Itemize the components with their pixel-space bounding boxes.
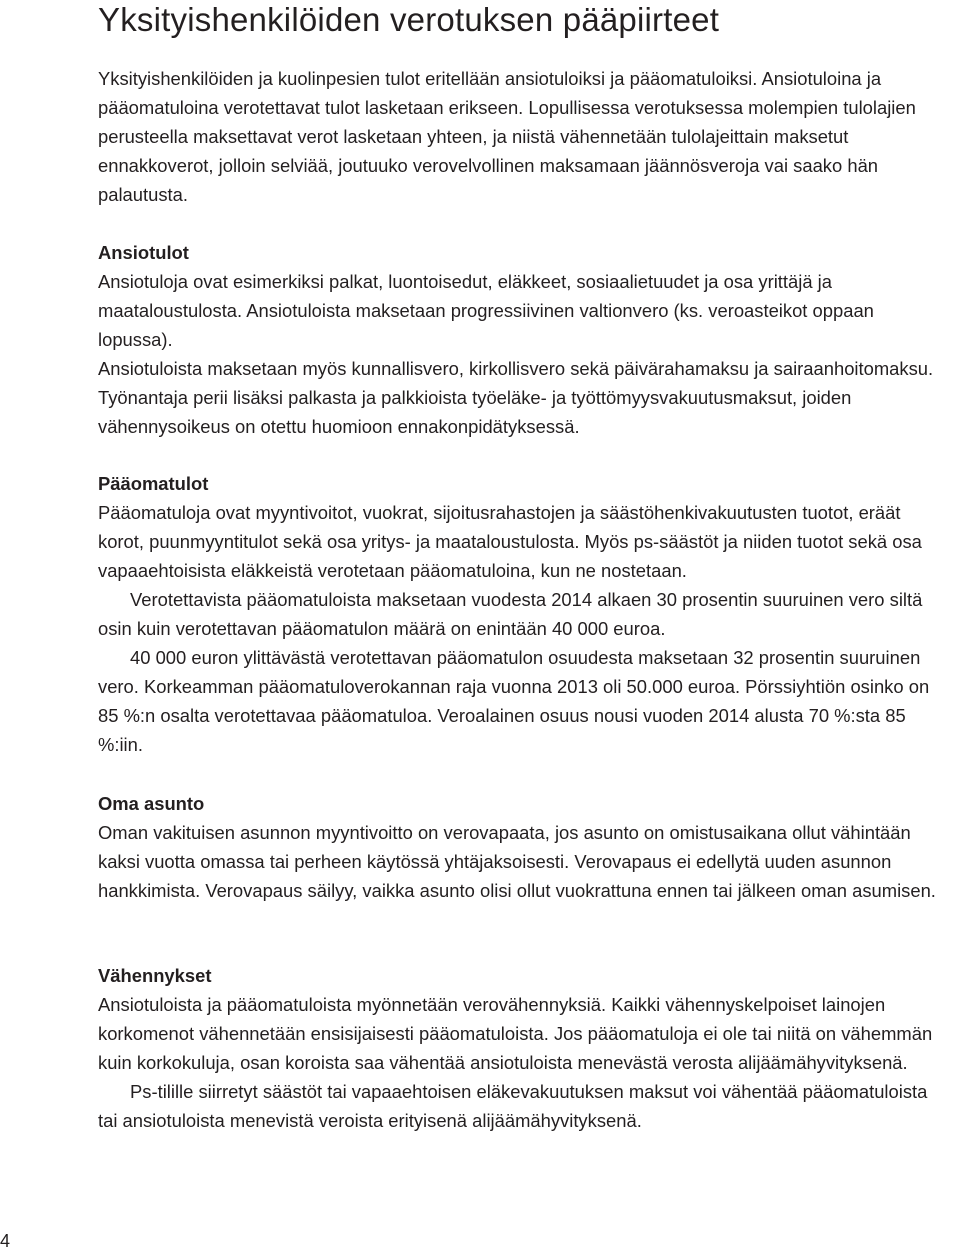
page-title: Yksityishenkilöiden verotuksen pääpiirteet	[98, 1, 720, 38]
paaomatulot-paragraph-3: 40 000 euron ylittävästä verotettavan pääomatulon osuudesta maksetaan 32 prosentin suuruinen vero. Korkeamman pääomatuloverokannan raja vuonna 2013 oli 50.000 euroa. Pörssiyhtiön osinko on 85 %:n osalta verotettavaa pääomatuloa. Veroalainen osuus nousi vuoden 2014 alusta 70 %:sta 85 %:iin.	[98, 647, 930, 755]
ansiotulot-paragraph-1: Ansiotuloja ovat esimerkiksi palkat, luontoisedut, eläkkeet, sosiaalietuudet ja osa yrittäjä ja maataloustulosta. Ansiotuloista maksetaan progressiivinen valtionvero (ks. veroasteikot oppaan lopussa).	[98, 271, 874, 350]
intro-section	[98, 64, 948, 209]
vahennykset-paragraph-2: Ps-tilille siirretyt säästöt tai vapaaehtoisen eläkevakuutuksen maksut voi vähentää pääomatuloista tai ansiotuloista menevistä veroista erityisenä alijäämähyvityksenä.	[98, 1081, 928, 1131]
paaomatulot-paragraph-2: Verotettavista pääomatuloista maksetaan vuodesta 2014 alkaen 30 prosentin suuruinen vero siltä osin kuin verotettavan pääomatulon määrä on enintään 40 000 euroa.	[98, 589, 923, 639]
paaomatulot-paragraph-1: Pääomatuloja ovat myyntivoitot, vuokrat, sijoitusrahastojen ja säästöhenkivakuutusten tuotot, eräät korot, puunmyyntitulot sekä osa yritys- ja maataloustulosta. Myös ps-säästöt ja niiden tuotot sekä osa vapaaehtoisista eläkkeistä verotetaan pääomatuloina, kun ne nostetaan.	[98, 502, 922, 581]
section-heading-paaomatulot: Pääomatulot	[98, 473, 209, 494]
ansiotulot-paragraph-2: Ansiotuloista maksetaan myös kunnallisvero, kirkollisvero sekä päivärahamaksu ja sairaanhoitomaksu. Työnantaja perii lisäksi palkasta ja palkkioista työeläke- ja työttömyysvakuutusmaksut, joiden vähennysoikeus on otettu huomioon ennakonpidätyksessä.	[98, 358, 934, 437]
section-heading-ansiotulot: Ansiotulot	[98, 242, 189, 263]
oma-asunto-paragraph-1: Oman vakituisen asunnon myyntivoitto on verovapaata, jos asunto on omistusaikana ollut vähintään kaksi vuotta omassa tai perheen käytössä yhtäjaksoisesti. Verovapaus ei edellytä uuden asunnon hankkimista. Verovapaus säilyy, vaikka asunto olisi ollut vuokrattuna ennen tai jälkeen oman asumisen.	[98, 822, 936, 901]
section-heading-oma-asunto: Oma asunto	[98, 793, 205, 814]
intro-paragraph: Yksityishenkilöiden ja kuolinpesien tulot eritellään ansiotuloiksi ja pääomatuloiksi. Ansiotuloina ja pääomatuloina verotettavat tulot lasketaan erikseen. Lopullisessa verotuksessa molempien tulolajien perusteella maksettavat verot lasketaan yhteen, ja niistä vähennetään tulolajeittain maksetut ennakkoverot, jolloin selviää, joutuuko verovelvollinen maksamaan jäännösveroja vai saako hän palautusta.	[98, 68, 916, 205]
section-heading-vahennykset: Vähennykset	[98, 965, 212, 986]
section-ansiotulot	[98, 238, 948, 441]
section-paaomatulot	[98, 469, 948, 759]
page-number: 4	[0, 1231, 11, 1251]
section-oma-asunto	[98, 789, 948, 905]
section-vahennykset	[98, 961, 948, 1135]
vahennykset-paragraph-1: Ansiotuloista ja pääomatuloista myönnetään verovähennyksiä. Kaikki vähennyskelpoiset lainojen korkomenot vähennetään ensisijaisesti pääomatuloista. Jos pääomatuloja ei ole tai niitä on vähemmän kuin korkokuluja, osan koroista saa vähentää ansiotuloista menevästä verosta alijäämähyvityksenä.	[98, 994, 933, 1073]
